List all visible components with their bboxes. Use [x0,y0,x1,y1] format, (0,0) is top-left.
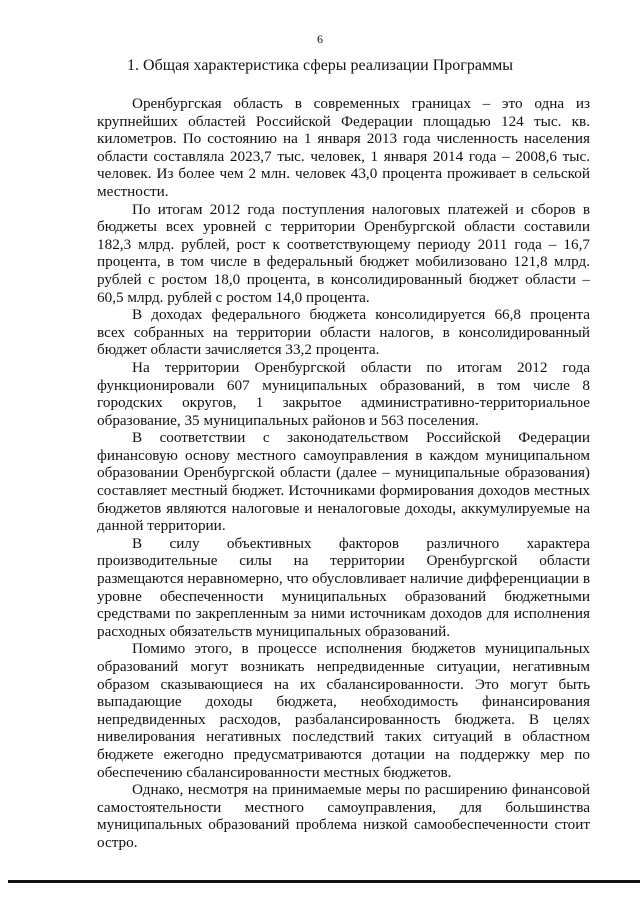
paragraph: В доходах федерального бюджета консолидируется 66,8 процента всех собранных на территории области налогов, в консолидированный бюджет области зачисляется 33,2 процента. [97,306,590,359]
page-number: 6 [317,32,323,46]
paragraph: Помимо этого, в процессе исполнения бюджетов муниципальных образований могут возникать непредвиденные ситуации, негативным образом сказывающиеся на их сбалансированности. Это могут быть выпадающие доходы бюджета, необходимость финансирования непредвиденных расходов, разбалансированность бюджета. В целях нивелирования негативных последствий таких ситуаций в областном бюджете ежегодно предусматриваются дотации на поддержку мер по обеспечению сбалансированности местных бюджетов. [97,640,590,781]
section-title: 1. Общая характеристика сферы реализации Программы [127,57,513,74]
paragraph: На территории Оренбургской области по итогам 2012 года функционировали 607 муниципальных образований, в том числе 8 городских округов, 1 закрытое административно-территориальное образование, 35 муниципальных районов и 563 поселения. [97,358,590,429]
paragraph: По итогам 2012 года поступления налоговых платежей и сборов в бюджеты всех уровней с территории Оренбургской области составили 182,3 млрд. рублей, рост к соответствующему периоду 2011 года – 16,7 процента, в том числе в федеральный бюджет мобилизовано 121,8 млрд. рублей с ростом 18,0 процента, в консолидированный бюджет области – 60,5 млрд. рублей с ростом 14,0 процента. [97,200,590,306]
paragraph: Однако, несмотря на принимаемые меры по расширению финансовой самостоятельности местного самоуправления, для большинства муниципальных образований проблема низкой самообеспеченности стоит остро. [97,781,590,851]
bottom-rule [8,880,640,883]
paragraph: В соответствии с законодательством Российской Федерации финансовую основу местного самоуправления в каждом муниципальном образовании Оренбургской области (далее – муниципальные образования) составляет местный бюджет. Источниками формирования доходов местных бюджетов являются налоговые и неналоговые доходы, аккумулируемые на данной территории. [97,429,590,535]
paragraph: Оренбургская область в современных границах – это одна из крупнейших областей Российской Федерации площадью 124 тыс. кв. километров. По состоянию на 1 января 2013 года численность населения области составляла 2023,7 тыс. человек, 1 января 2014 года – 2008,6 тыс. человек. Из более чем 2 млн. человек 43,0 процента проживает в сельской местности. [97,95,590,200]
paragraph: В силу объективных факторов различного характера производительные силы на территории Оренбургской области размещаются неравномерно, что обусловливает наличие дифференциации в уровне обеспеченности муниципальных образований бюджетными средствами по закрепленным за ними источникам доходов для исполнения расходных обязательств муниципальных образований. [97,534,590,640]
body-text [97,95,590,852]
